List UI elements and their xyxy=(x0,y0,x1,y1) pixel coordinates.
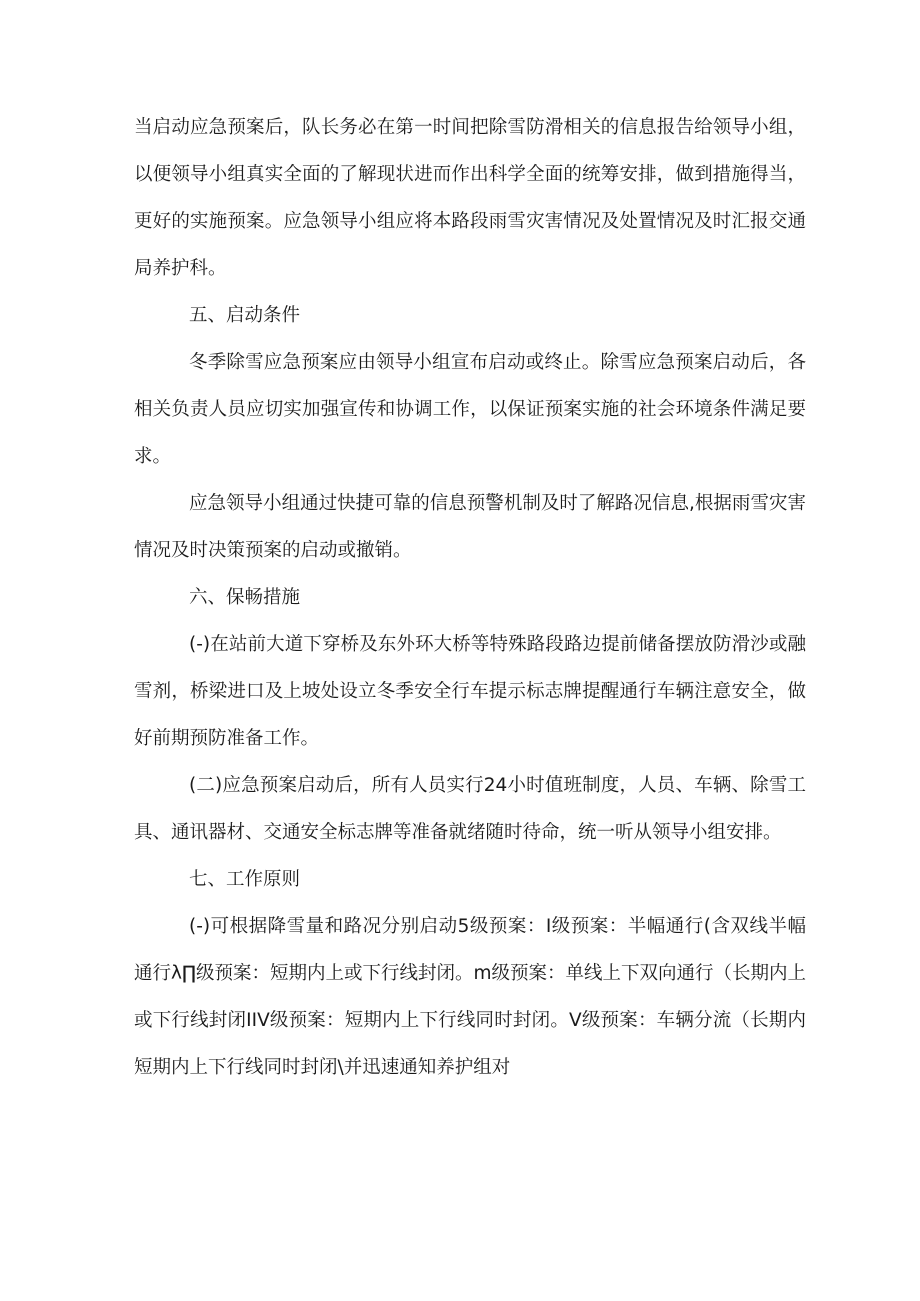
heading-traffic-measures: 六、保畅措施 xyxy=(189,587,301,608)
paragraph-measure-two: (二)应急预案启动后，所有人员实行24小时值班制度，人员、车辆、除雪工具、通讯器材、交通安全标志牌等准备就绪随时待命，统一听从领导小组安排。 xyxy=(134,775,806,843)
paragraph-start-authority: 冬季除雪应急预案应由领导小组宣布启动或终止。除雪应急预案启动后，各相关负责人员应切实加强宣传和协调工作，以保证预案实施的社会环境条件满足要求。 xyxy=(134,352,806,467)
paragraph-measure-one: (-)在站前大道下穿桥及东外环大桥等特殊路段路边提前储备摆放防滑沙或融雪剂，桥梁进口及上坡处设立冬季安全行车提示标志牌提醒通行车辆注意安全，做好前期预防准备工作。 xyxy=(134,634,806,749)
heading-work-principles: 七、工作原则 xyxy=(189,869,301,890)
document-body xyxy=(134,104,806,1091)
paragraph-report-procedure: 当启动应急预案后，队长务必在第一时间把除雪防滑相关的信息报告给领导小组，以便领导小组真实全面的了解现状进而作出科学全面的统筹安排，做到措施得当，更好的实施预案。应急领导小组应将本路段雨雪灾害情况及处置情况及时汇报交通局养护科。 xyxy=(134,117,806,279)
heading-start-conditions: 五、启动条件 xyxy=(189,305,301,326)
paragraph-principle-one: (-)可根据降雪量和路况分别启动5级预案：I级预案：半幅通行(含双线半幅通行λ∏级预案：短期内上或下行线封闭。m级预案：单线上下双向通行（长期内上或下行线封闭IIV级预案：短期内上下行线同时封闭。V级预案：车辆分流（长期内短期内上下行线同时封闭\并迅速通知养护组对 xyxy=(134,916,806,1078)
paragraph-warning-mechanism: 应急领导小组通过快捷可靠的信息预警机制及时了解路况信息,根据雨雪灾害情况及时决策预案的启动或撤销。 xyxy=(134,493,806,561)
